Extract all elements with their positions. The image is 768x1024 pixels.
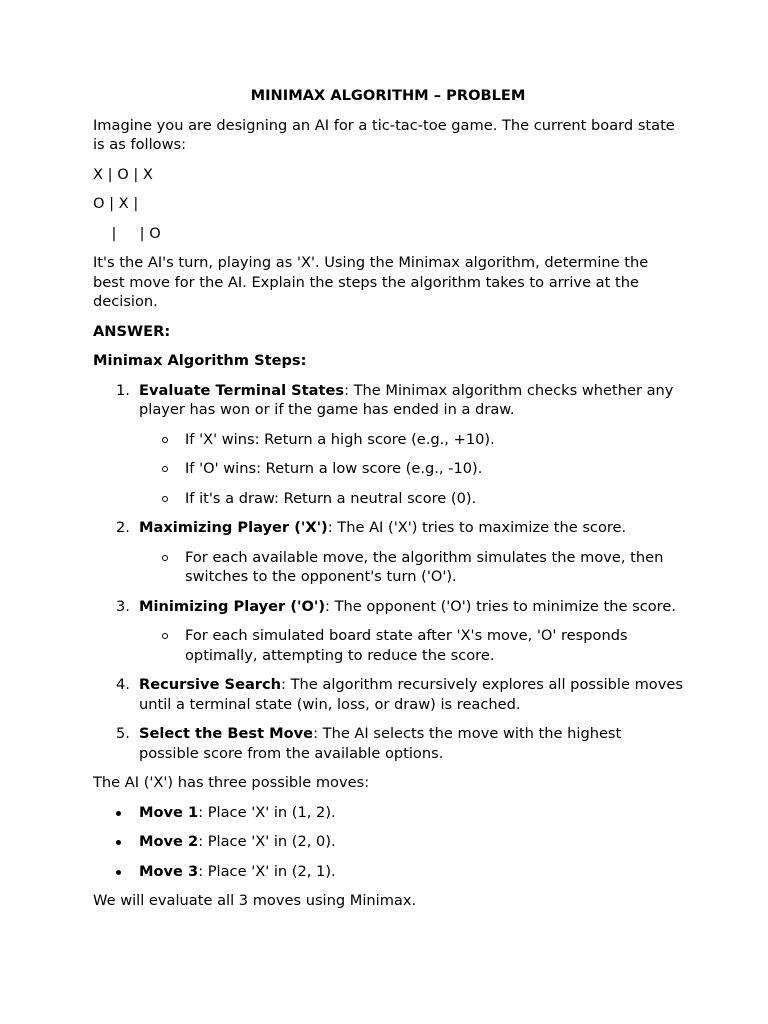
document-content: [93, 86, 683, 921]
step-number: 2.: [116, 519, 130, 536]
answer-heading: ANSWER:: [93, 322, 171, 340]
question-paragraph: It's the AI's turn, playing as 'X'. Using the Minimax algorithm, determine the best move for the AI. Explain the steps the algorithm takes to arrive at the decision.: [93, 254, 649, 310]
move-item: [93, 832, 683, 852]
step-number: 4.: [116, 676, 130, 693]
step-text: : The algorithm recursively explores all possible moves until a terminal state (win, loss, or draw) is reached.: [139, 676, 683, 713]
closing-paragraph: We will evaluate all 3 moves using Minimax.: [93, 892, 417, 909]
steps-list: [93, 381, 683, 764]
step-title: Recursive Search: [139, 676, 282, 693]
sub-item-text: If 'X' wins: Return a high score (e.g., +10).: [185, 430, 495, 448]
intro-paragraph: Imagine you are designing an AI for a tic-tac-toe game. The current board state is as follows:: [93, 116, 675, 153]
step-sublist: [139, 430, 683, 509]
step-text: : The opponent ('O') tries to minimize the score.: [325, 597, 676, 615]
board-row-1: X | O | X: [93, 165, 153, 183]
step-number: 3.: [116, 597, 130, 615]
step-item: [93, 597, 683, 666]
step-title: Maximizing Player ('X'): [139, 519, 328, 536]
step-title: Evaluate Terminal States: [139, 381, 345, 399]
step-sublist: [139, 548, 683, 587]
move-label: Move 3: [139, 862, 199, 880]
circle-bullet-icon: [162, 466, 168, 472]
sub-item: [139, 489, 683, 509]
step-text: : The AI selects the move with the highest possible score from the available options.: [139, 725, 622, 762]
board-row-2: O | X |: [93, 195, 139, 212]
document-title: MINIMAX ALGORITHM – PROBLEM: [250, 87, 526, 104]
move-text: : Place 'X' in (2, 0).: [198, 833, 336, 850]
sub-item-text: If it's a draw: Return a neutral score (0).: [185, 489, 477, 507]
step-title: Minimizing Player ('O'): [139, 597, 326, 615]
step-item: [93, 675, 683, 714]
bullet-icon: [116, 840, 121, 845]
step-item: [93, 381, 683, 509]
board-row-3: | | O: [93, 224, 161, 242]
circle-bullet-icon: [162, 437, 168, 443]
step-number: 1.: [116, 381, 130, 399]
step-sublist: [139, 626, 683, 665]
move-text: : Place 'X' in (1, 2).: [198, 803, 336, 821]
step-text: : The Minimax algorithm checks whether any player has won or if the game has ended in a draw.: [139, 381, 674, 418]
moves-intro: The AI ('X') has three possible moves:: [93, 774, 370, 791]
sub-item: [139, 430, 683, 450]
move-text: : Place 'X' in (2, 1).: [198, 862, 336, 880]
step-text: : The AI ('X') tries to maximize the score.: [327, 519, 627, 536]
move-label: Move 1: [139, 803, 199, 821]
step-item: [93, 724, 683, 763]
sub-item: [139, 459, 683, 479]
sub-item-text: For each available move, the algorithm simulates the move, then switches to the opponent's turn ('O').: [185, 548, 664, 585]
sub-item: [139, 626, 683, 665]
steps-heading: Minimax Algorithm Steps:: [93, 352, 307, 369]
sub-item: [139, 548, 683, 587]
step-title: Select the Best Move: [139, 725, 314, 742]
bullet-icon: [116, 870, 121, 875]
circle-bullet-icon: [162, 555, 168, 561]
step-item: [93, 518, 683, 587]
move-item: [93, 803, 683, 823]
move-label: Move 2: [139, 833, 199, 850]
circle-bullet-icon: [162, 496, 168, 502]
sub-item-text: If 'O' wins: Return a low score (e.g., -10).: [185, 460, 483, 477]
move-item: [93, 862, 683, 882]
circle-bullet-icon: [162, 633, 168, 639]
bullet-icon: [116, 811, 121, 816]
sub-item-text: For each simulated board state after 'X's move, 'O' responds optimally, attempting to reduce the score.: [185, 627, 628, 664]
step-number: 5.: [116, 725, 130, 742]
moves-list: [93, 803, 683, 882]
